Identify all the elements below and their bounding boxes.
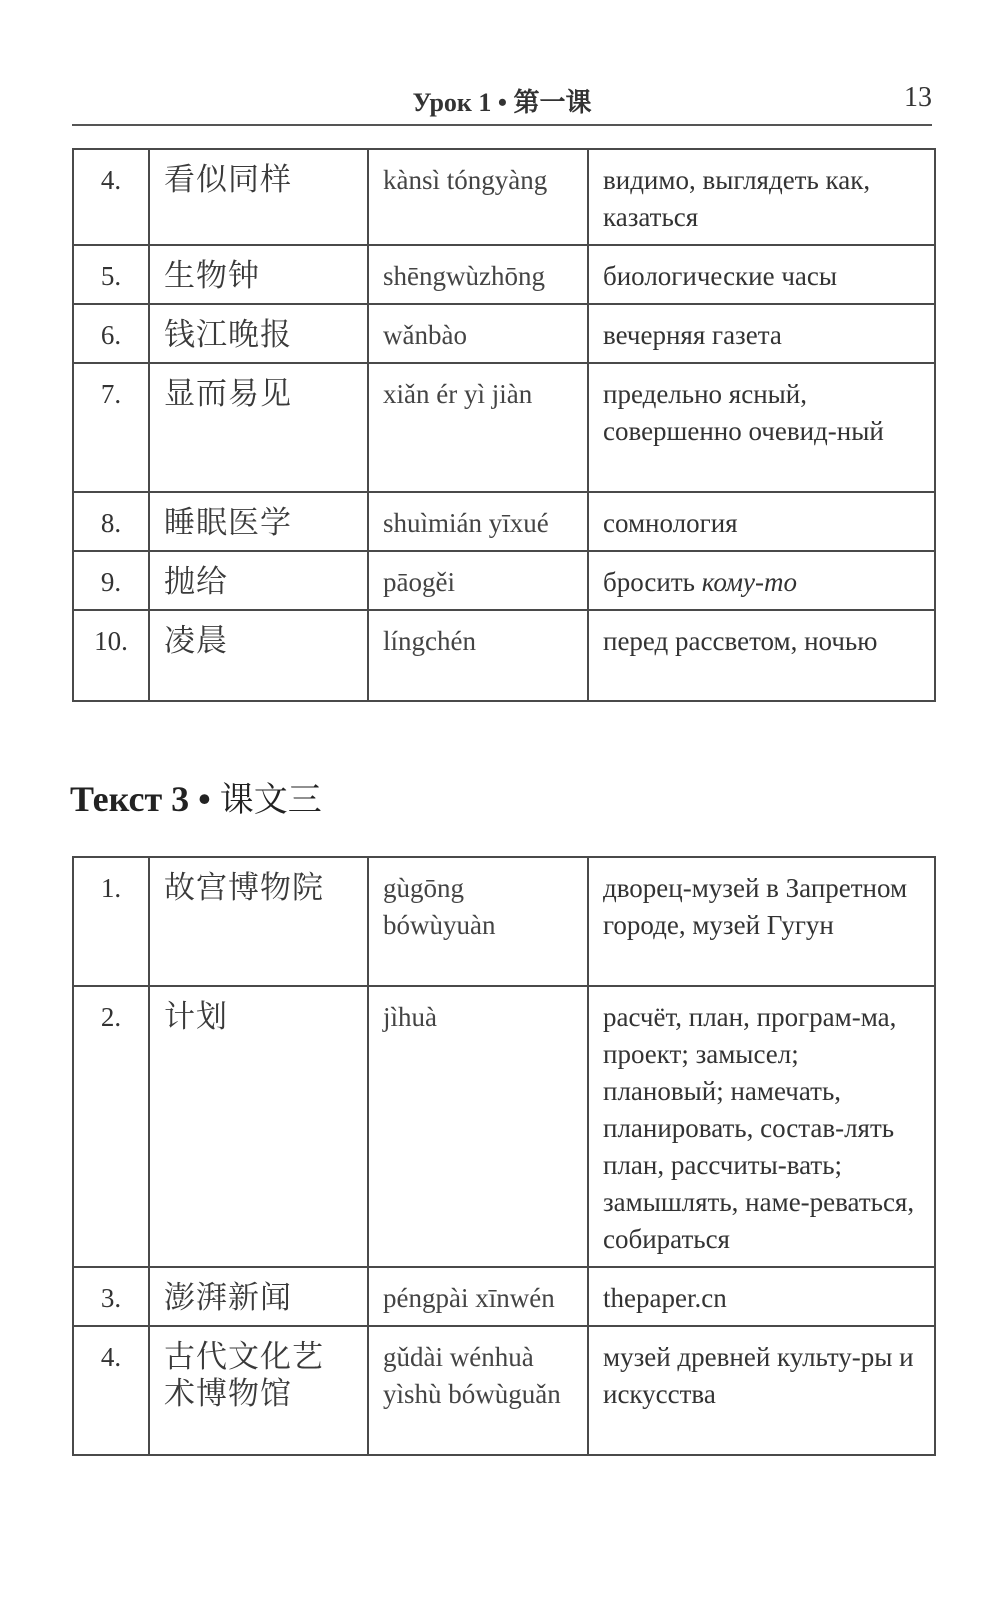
translation-text: бросить: [603, 567, 695, 597]
pinyin: shēngwùzhōng: [368, 245, 588, 304]
row-number: 3.: [73, 1267, 149, 1326]
pinyin: péngpài xīnwén: [368, 1267, 588, 1326]
translation: видимо, выглядеть как, казаться: [588, 149, 935, 245]
table-row: [73, 245, 935, 304]
chinese-word: 故宫博物院: [149, 857, 368, 986]
chinese-word: 显而易见: [149, 363, 368, 492]
translation: дворец-музей в Запретном городе, музей Гугун: [588, 857, 935, 986]
section-heading-cn: 课文三: [219, 780, 322, 820]
chinese-word: 古代文化艺术博物馆: [149, 1326, 368, 1455]
chinese-word: 抛给: [149, 551, 368, 610]
table-row: [73, 1267, 935, 1326]
row-number: 5.: [73, 245, 149, 304]
pinyin: pāogěi: [368, 551, 588, 610]
table-row: [73, 610, 935, 701]
pinyin: língchén: [368, 610, 588, 701]
row-number: 6.: [73, 304, 149, 363]
row-number: 4.: [73, 1326, 149, 1455]
pinyin: shuìmián yīxué: [368, 492, 588, 551]
translation: [588, 551, 935, 610]
chinese-word: 看似同样: [149, 149, 368, 245]
table-row: [73, 304, 935, 363]
row-number: 8.: [73, 492, 149, 551]
lesson-title: Урок 1 • 第一课: [412, 88, 592, 117]
translation: биологические часы: [588, 245, 935, 304]
translation: thepaper.cn: [588, 1267, 935, 1326]
chinese-word: 凌晨: [149, 610, 368, 701]
pinyin: wǎnbào: [368, 304, 588, 363]
row-number: 2.: [73, 986, 149, 1267]
pinyin: gùgōng bówùyuàn: [368, 857, 588, 986]
chinese-word: 澎湃新闻: [149, 1267, 368, 1326]
translation-italic: кому-то: [701, 567, 797, 597]
table-row: [73, 363, 935, 492]
page-header: [72, 82, 932, 126]
row-number: 7.: [73, 363, 149, 492]
table-row: [73, 986, 935, 1267]
row-number: 4.: [73, 149, 149, 245]
table-row: [73, 492, 935, 551]
page-number: 13: [904, 82, 932, 113]
translation: предельно ясный, совершенно очевид-ный: [588, 363, 935, 492]
chinese-word: 计划: [149, 986, 368, 1267]
table-row: [73, 149, 935, 245]
vocabulary-table-1: [72, 148, 936, 702]
vocabulary-table-2: [72, 856, 936, 1456]
chinese-word: 睡眠医学: [149, 492, 368, 551]
translation: музей древней культу-ры и искусства: [588, 1326, 935, 1455]
chinese-word: 钱江晚报: [149, 304, 368, 363]
row-number: 1.: [73, 857, 149, 986]
translation: расчёт, план, програм-ма, проект; замысел; плановый; намечать, планировать, состав-лять план, рассчиты-вать; замышлять, наме-реваться, собираться: [588, 986, 935, 1267]
translation: сомнология: [588, 492, 935, 551]
pinyin: gǔdài wénhuà yìshù bówùguǎn: [368, 1326, 588, 1455]
translation: вечерняя газета: [588, 304, 935, 363]
section-heading-ru: Текст 3 •: [70, 779, 211, 819]
row-number: 9.: [73, 551, 149, 610]
table-row: [73, 551, 935, 610]
pinyin: xiǎn ér yì jiàn: [368, 363, 588, 492]
table-row: [73, 1326, 935, 1455]
pinyin: kànsì tóngyàng: [368, 149, 588, 245]
table-row: [73, 857, 935, 986]
section-heading: [70, 772, 322, 821]
chinese-word: 生物钟: [149, 245, 368, 304]
row-number: 10.: [73, 610, 149, 701]
pinyin: jìhuà: [368, 986, 588, 1267]
translation: перед рассветом, ночью: [588, 610, 935, 701]
